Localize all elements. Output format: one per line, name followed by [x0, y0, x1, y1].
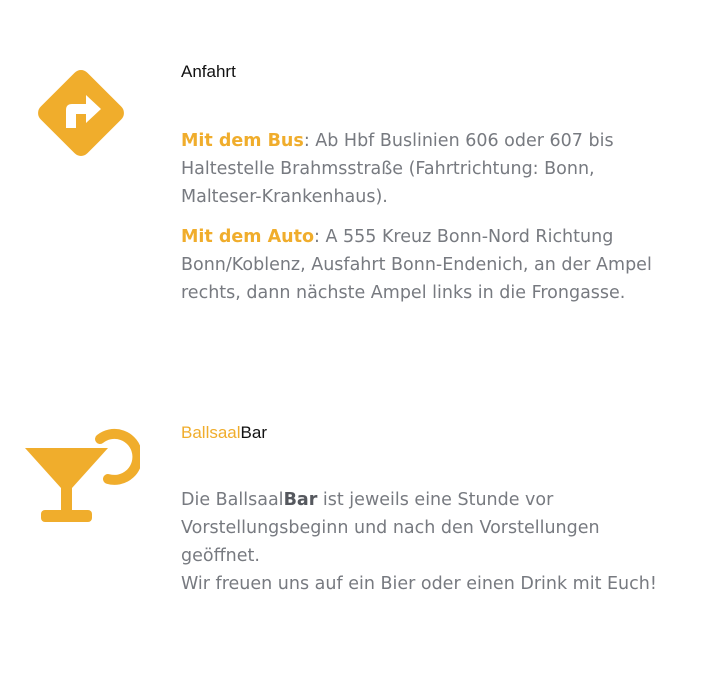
- car-directions-text: [181, 223, 661, 307]
- cocktail-glass-icon: [22, 420, 140, 525]
- anfahrt-heading: Anfahrt: [181, 62, 236, 81]
- bar-heading-part1: Ballsaal: [181, 423, 241, 442]
- bar-info-text: [181, 486, 661, 598]
- bar-text-bold: Bar: [283, 490, 318, 510]
- bar-heading-part2: Bar: [240, 423, 268, 442]
- auto-label: Mit dem Auto: [181, 227, 314, 247]
- bus-text: : Ab Hbf Buslinien 606 oder 607 bis Haltestelle Brahmsstraße (Fahrtrichtung: Bonn, Malteser-Krankenhaus).: [181, 131, 614, 207]
- auto-text: : A 555 Kreuz Bonn-Nord Richtung Bonn/Koblenz, Ausfahrt Bonn-Endenich, an der Ampel rechts, dann nächste Ampel links in die Frongasse.: [181, 227, 652, 303]
- bar-text-line2: Wir freuen uns auf ein Bier oder einen Drink mit Euch!: [181, 574, 657, 594]
- bus-label: Mit dem Bus: [181, 131, 304, 151]
- bus-directions-text: [181, 127, 661, 211]
- bar-heading: [181, 423, 267, 443]
- bar-text-pre: Die Ballsaal: [181, 490, 284, 510]
- bar-text-post: ist jeweils eine Stunde vor Vorstellungsbeginn und nach den Vorstellungen geöffnet.: [181, 490, 600, 566]
- directions-turn-right-icon: [30, 62, 132, 164]
